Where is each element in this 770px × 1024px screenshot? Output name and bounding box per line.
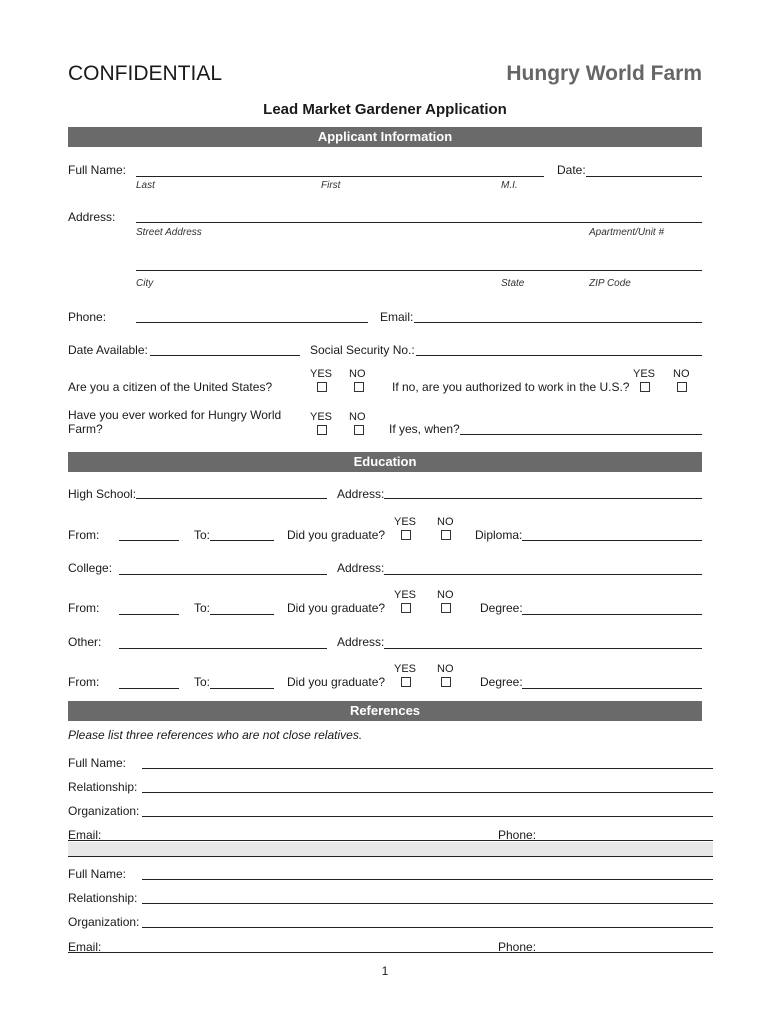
- if-yes-when-label: If yes, when?: [389, 422, 460, 436]
- other-degree-field[interactable]: [522, 688, 702, 689]
- ref1-phone-label: Phone:: [498, 828, 537, 842]
- hs-grad-yes-label: YES: [394, 516, 417, 528]
- citizen-yes-label: YES: [310, 368, 333, 380]
- ssn-label: Social Security No.:: [310, 343, 415, 357]
- section-applicant-information: Applicant Information: [68, 127, 702, 147]
- ref1-full-name-field[interactable]: [142, 768, 713, 769]
- if-yes-when-field[interactable]: [460, 434, 702, 435]
- authorized-yes-checkbox[interactable]: [640, 382, 650, 392]
- diploma-field[interactable]: [522, 540, 702, 541]
- references-intro: Please list three references who are not close relatives.: [68, 728, 363, 742]
- authorized-no-checkbox[interactable]: [677, 382, 687, 392]
- citizen-yes-checkbox[interactable]: [317, 382, 327, 392]
- college-field[interactable]: [119, 574, 327, 575]
- ref1-email-phone-field[interactable]: [68, 840, 713, 841]
- other-field[interactable]: [119, 648, 327, 649]
- authorized-no-label: NO: [673, 368, 690, 380]
- page-number: 1: [381, 964, 389, 978]
- diploma-label: Diploma:: [475, 528, 523, 542]
- college-address-label: Address:: [337, 561, 385, 575]
- college-degree-field[interactable]: [522, 614, 702, 615]
- authorized-yes-label: YES: [633, 368, 656, 380]
- other-from-label: From:: [68, 675, 100, 689]
- ref2-organization-label: Organization:: [68, 915, 140, 929]
- date-available-label: Date Available:: [68, 343, 148, 357]
- address-label: Address:: [68, 210, 116, 224]
- full-name-field[interactable]: [136, 176, 544, 177]
- ref1-relationship-label: Relationship:: [68, 780, 138, 794]
- ref2-phone-label: Phone:: [498, 940, 537, 954]
- section-education: Education: [68, 452, 702, 472]
- date-label: Date:: [557, 163, 586, 177]
- citizen-question: Are you a citizen of the United States?: [68, 380, 273, 394]
- date-available-field[interactable]: [150, 355, 300, 356]
- street-caption: Street Address: [136, 227, 202, 238]
- ref1-relationship-field[interactable]: [142, 792, 713, 793]
- college-to-field[interactable]: [210, 614, 274, 615]
- hs-grad-no-label: NO: [437, 516, 454, 528]
- other-grad-no-checkbox[interactable]: [441, 677, 451, 687]
- worked-yes-label: YES: [310, 411, 333, 423]
- last-caption: Last: [136, 180, 155, 191]
- ref1-organization-label: Organization:: [68, 804, 140, 818]
- citizen-no-label: NO: [349, 368, 366, 380]
- full-name-label: Full Name:: [68, 163, 127, 177]
- hs-from-field[interactable]: [119, 540, 179, 541]
- reference-divider: [68, 842, 713, 857]
- ref1-email-label: Email:: [68, 828, 102, 842]
- authorized-question: If no, are you authorized to work in the U.S.?: [392, 380, 630, 394]
- worked-question: Have you ever worked for Hungry World Farm?: [68, 408, 282, 436]
- city-state-zip-field[interactable]: [136, 270, 702, 271]
- first-caption: First: [321, 180, 341, 191]
- hs-grad-no-checkbox[interactable]: [441, 530, 451, 540]
- ref2-relationship-label: Relationship:: [68, 891, 138, 905]
- worked-no-label: NO: [349, 411, 366, 423]
- college-from-label: From:: [68, 601, 100, 615]
- other-address-label: Address:: [337, 635, 385, 649]
- company-name: Hungry World Farm: [506, 62, 702, 85]
- ref2-email-phone-field[interactable]: [68, 952, 713, 953]
- ref2-full-name-field[interactable]: [142, 879, 713, 880]
- ref2-email-label: Email:: [68, 940, 102, 954]
- page-title: Lead Market Gardener Application: [263, 101, 507, 118]
- college-graduate-question: Did you graduate?: [287, 601, 386, 615]
- other-graduate-question: Did you graduate?: [287, 675, 386, 689]
- other-address-field[interactable]: [384, 648, 702, 649]
- worked-no-checkbox[interactable]: [354, 425, 364, 435]
- other-grad-yes-checkbox[interactable]: [401, 677, 411, 687]
- high-school-address-field[interactable]: [384, 498, 702, 499]
- other-grad-yes-label: YES: [394, 663, 417, 675]
- other-grad-no-label: NO: [437, 663, 454, 675]
- college-degree-label: Degree:: [480, 601, 523, 615]
- other-to-field[interactable]: [210, 688, 274, 689]
- other-label: Other:: [68, 635, 102, 649]
- email-label: Email:: [380, 310, 414, 324]
- high-school-address-label: Address:: [337, 487, 385, 501]
- state-caption: State: [501, 278, 525, 289]
- college-from-field[interactable]: [119, 614, 179, 615]
- city-caption: City: [136, 278, 154, 289]
- citizen-no-checkbox[interactable]: [354, 382, 364, 392]
- confidential-label: CONFIDENTIAL: [68, 62, 223, 85]
- other-to-label: To:: [194, 675, 211, 689]
- worked-yes-checkbox[interactable]: [317, 425, 327, 435]
- zip-caption: ZIP Code: [589, 278, 631, 289]
- hs-from-label: From:: [68, 528, 100, 542]
- phone-label: Phone:: [68, 310, 107, 324]
- high-school-field[interactable]: [136, 498, 327, 499]
- other-degree-label: Degree:: [480, 675, 523, 689]
- apt-caption: Apartment/Unit #: [589, 227, 665, 238]
- other-from-field[interactable]: [119, 688, 179, 689]
- email-field[interactable]: [414, 322, 702, 323]
- ssn-field[interactable]: [416, 355, 702, 356]
- ref2-relationship-field[interactable]: [142, 903, 713, 904]
- college-grad-no-label: NO: [437, 589, 454, 601]
- college-address-field[interactable]: [384, 574, 702, 575]
- ref2-full-name-label: Full Name:: [68, 867, 127, 881]
- ref1-organization-field[interactable]: [142, 816, 713, 817]
- date-field[interactable]: [586, 176, 702, 177]
- college-grad-yes-label: YES: [394, 589, 417, 601]
- hs-graduate-question: Did you graduate?: [287, 528, 386, 542]
- college-to-label: To:: [194, 601, 211, 615]
- hs-grad-yes-checkbox[interactable]: [401, 530, 411, 540]
- hs-to-label: To:: [194, 528, 211, 542]
- ref2-organization-field[interactable]: [142, 927, 713, 928]
- section-references: References: [68, 701, 702, 721]
- college-label: College:: [68, 561, 113, 575]
- ref1-full-name-label: Full Name:: [68, 756, 127, 770]
- college-grad-no-checkbox[interactable]: [441, 603, 451, 613]
- high-school-label: High School:: [68, 487, 137, 501]
- hs-to-field[interactable]: [210, 540, 274, 541]
- college-grad-yes-checkbox[interactable]: [401, 603, 411, 613]
- mi-caption: M.I.: [501, 180, 518, 191]
- street-address-field[interactable]: [136, 222, 702, 223]
- phone-field[interactable]: [136, 322, 368, 323]
